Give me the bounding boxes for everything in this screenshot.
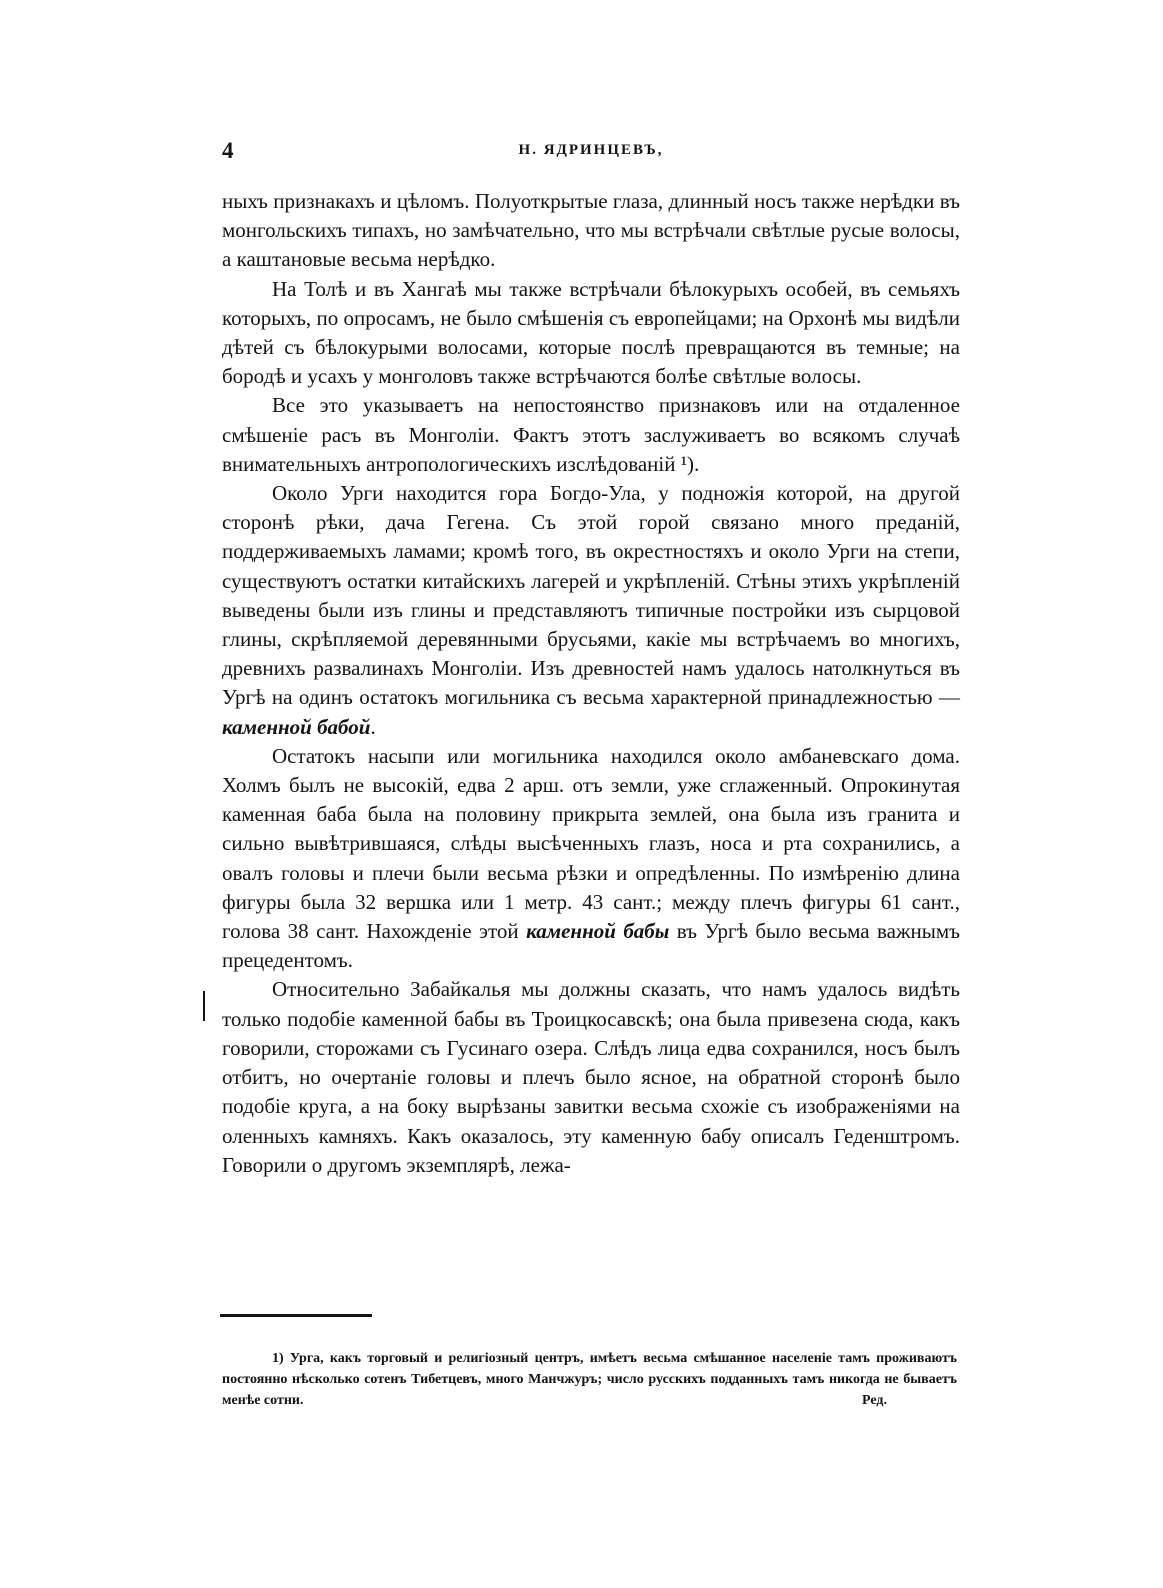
- paragraph: [222, 391, 960, 479]
- footnote-signature: Ред.: [862, 1393, 887, 1408]
- paragraph-text: Все это указываетъ на непостоянство признаковъ или на отдаленное смѣшеніе расъ въ Монголіи. Фактъ этотъ заслуживаетъ во всякомъ случаѣ внимательныхъ антропологическихъ изслѣдованій ¹).: [222, 393, 960, 476]
- paragraph: [222, 479, 960, 742]
- paragraph-text: Около Урги находится гора Богдо-Ула, у подножія которой, на другой сторонѣ рѣки, дача Гегена. Съ этой горой связано много преданій, поддерживаемыхъ ламами; кромѣ того, въ окрестностяхъ и около Урги на степи, существуютъ остатки китайскихъ лагерей и укрѣпленій. Стѣны этихъ укрѣпленій выведены были изъ глины и представляютъ типичные постройки изъ сырцовой глины, скрѣпляемой деревянными брусьями, какіе мы встрѣчаемъ во многихъ, древнихъ развалинахъ Монголіи. Изъ древностей намъ удалось натолкнуться въ Ургѣ на одинъ остатокъ могильника съ весьма характерной принадлежностью —: [222, 481, 960, 710]
- paragraph-text: На Толѣ и въ Хангаѣ мы также встрѣчали бѣлокурыхъ особей, въ семьяхъ которыхъ, по опросамъ, не было смѣшенія съ европейцами; на Орхонѣ мы видѣли дѣтей съ бѣлокурыми волосами, которые послѣ превращаются въ темные; на бородѣ и усахъ у монголовъ также встрѣчаются болѣе свѣтлые волосы.: [222, 276, 960, 389]
- running-title: Н. ЯДРИНЦЕВЪ,: [518, 142, 664, 158]
- footnote-rule: [220, 1314, 372, 1317]
- paragraph-tail: въ Ургѣ было весьма важнымъ прецедентомъ.: [222, 919, 960, 973]
- page-number: 4: [222, 138, 234, 163]
- paragraph-text: Относительно Забайкалья мы должны сказать, что намъ удалось видѣть только подобіе каменной бабы въ Троицкосавскѣ; она была привезена сюда, какъ говорили, сторожами съ Гусинаго озера. Слѣдъ лица едва сохранился, носъ былъ отбитъ, но очертаніе головы и плечъ было ясное, на обратной сторонѣ было подобіе круга, а на боку вырѣзаны завитки весьма схожіе съ изображеніями на оленныхъ камняхъ. Какъ оказалось, эту каменную бабу описалъ Геденштромъ. Говорили о другомъ экземплярѣ, лежа-: [222, 977, 960, 1177]
- emphasis-text: каменной бабы: [526, 919, 670, 944]
- paragraph: [222, 742, 960, 976]
- paragraph-tail: .: [370, 714, 376, 739]
- emphasis-text: каменной бабой: [222, 714, 371, 739]
- paragraph: [222, 187, 960, 275]
- margin-mark: [203, 991, 205, 1021]
- paragraph: [222, 975, 960, 1179]
- footnote: [222, 1348, 957, 1411]
- running-head: [222, 138, 960, 168]
- paragraph-text: ныхъ признакахъ и цѣломъ. Полуоткрытые глаза, длинный носъ также нерѣдки въ монгольскихъ типахъ, но замѣчательно, что мы встрѣчали свѣтлые русые волосы, а каштановые весьма нерѣдко.: [222, 189, 960, 272]
- paragraph-text: Остатокъ насыпи или могильника находился около амбаневскаго дома. Холмъ былъ не высокій, едва 2 арш. отъ земли, уже сглаженный. Опрокинутая каменная баба была на половину прикрыта землей, она была изъ гранита и сильно вывѣтрившаяся, слѣды высѣченныхъ глазъ, носа и рта сохранились, а овалъ головы и плечи были весьма рѣзки и опредѣленны. По измѣренію длина фигуры была 32 вершка или 1 метр. 43 сант.; между плечъ фигуры 61 сант., голова 38 сант. Нахожденіе этой: [222, 743, 960, 944]
- body-text: [222, 187, 960, 1180]
- paragraph: [222, 275, 960, 392]
- footnote-text: 1) Урга, какъ торговый и религіозный центръ, имѣетъ весьма смѣшанное населеніе тамъ проживаютъ постоянно нѣсколько сотенъ Тибетцевъ, много Манчжуръ; число русскихъ подданныхъ тамъ никогда не бываетъ менѣе сотни.: [222, 1351, 957, 1408]
